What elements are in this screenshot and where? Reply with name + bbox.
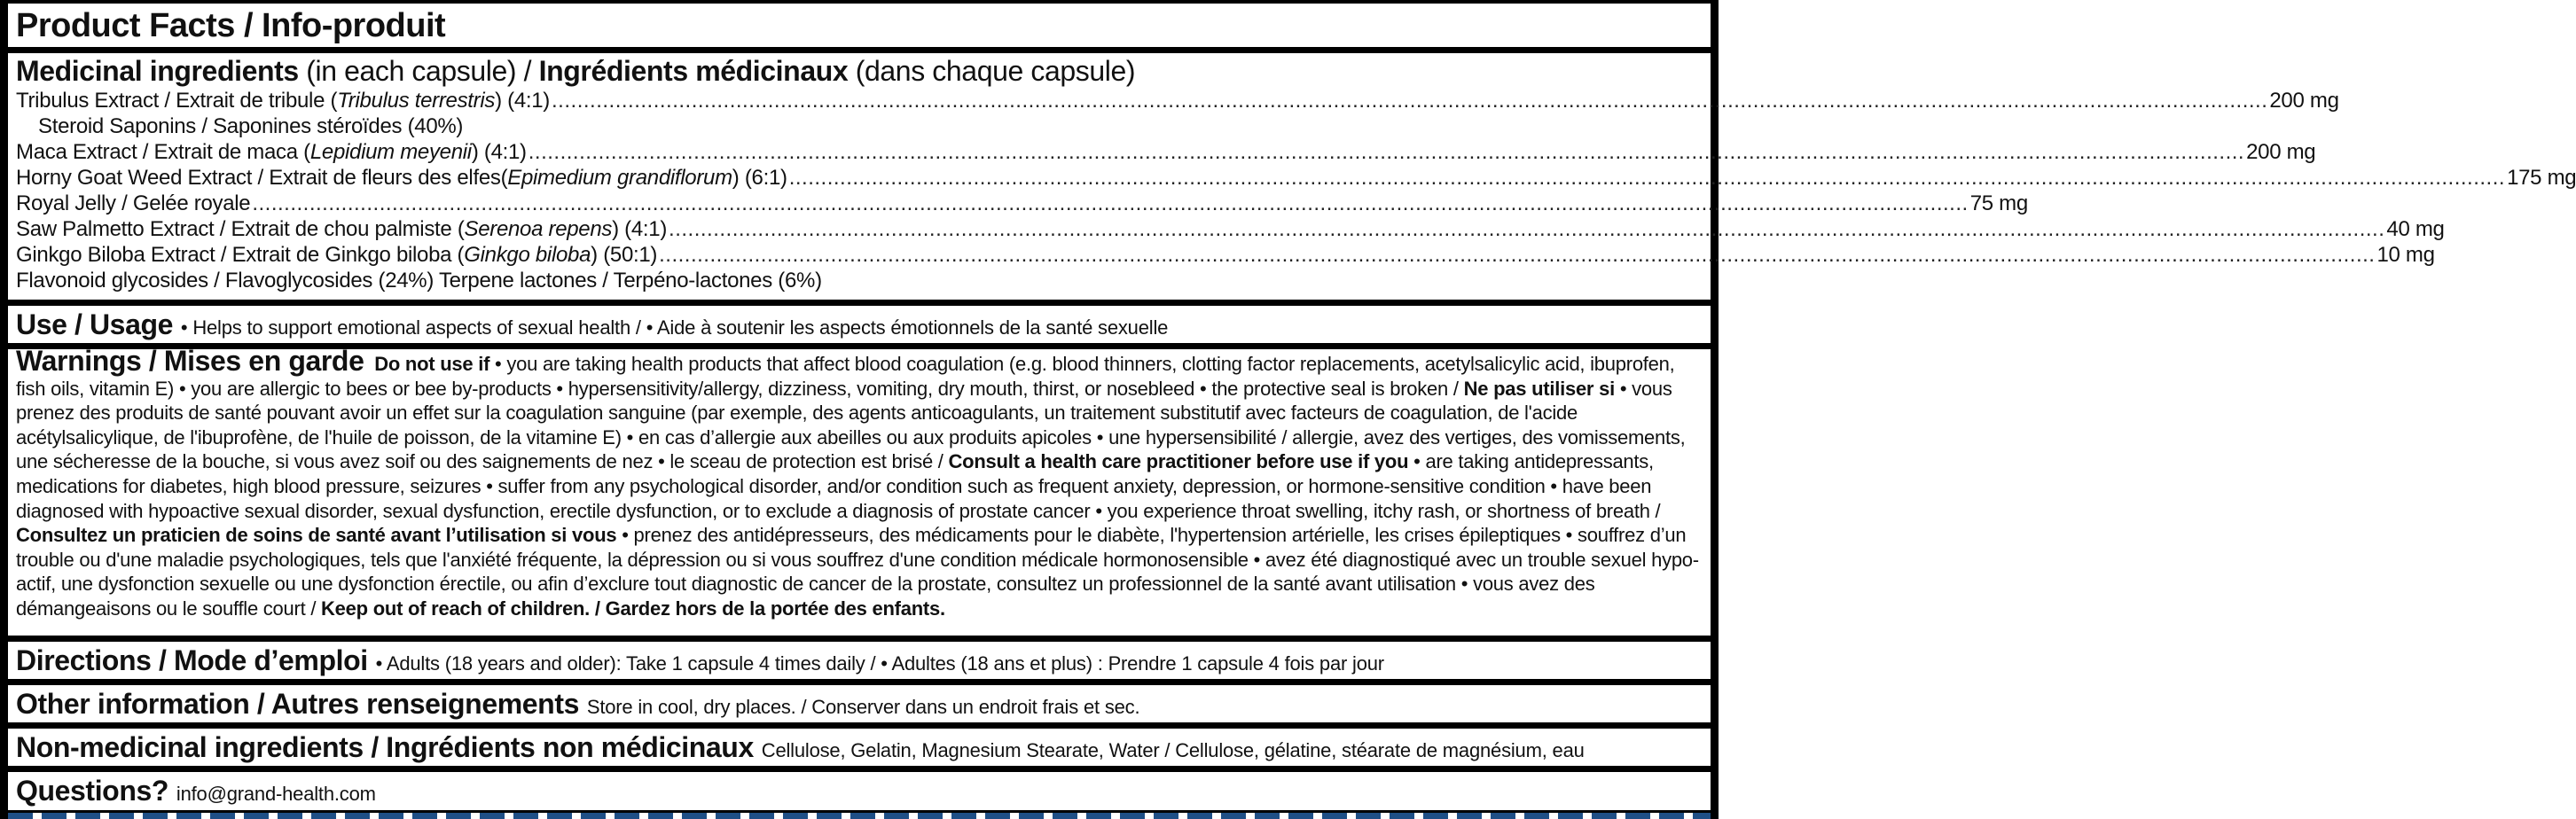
questions-line <box>16 775 376 807</box>
ingredient-name: Maca Extract / Extrait de maca (Lepidium meyenii) (4:1) <box>16 140 527 164</box>
use-text: • Helps to support emotional aspects of sexual health / • Aide à soutenir les aspects émotionnels de la santé sexuelle <box>180 316 1169 339</box>
leader-dots: .............................................................................................................................................................................................................................................................................. <box>252 191 1969 215</box>
ingredient-amount: 200 mg <box>2269 89 2339 113</box>
non-medicinal-text: Cellulose, Gelatin, Magnesium Stearate, Water / Cellulose, gélatine, stéarate de magnésium, eau <box>761 739 1585 761</box>
other-information-heading: Other information / Autres renseignements <box>16 688 579 720</box>
questions-panel <box>8 772 1711 810</box>
ingredient-sub-row: Flavonoid glycosides / Flavoglycosides (24%) Terpene lactones / Terpéno-lactones (6%) <box>16 269 822 292</box>
warning-do-not-use: Do not use if <box>374 353 490 375</box>
directions-text: • Adults (18 years and older): Take 1 capsule 4 times daily / • Adultes (18 ans et plus) : Prendre 1 capsule 4 fois par jour <box>375 652 1384 675</box>
title-panel <box>8 4 1711 47</box>
ingredient-amount: 200 mg <box>2246 140 2316 164</box>
medicinal-heading-fr: Ingrédients médicinaux <box>538 55 849 87</box>
directions-line <box>16 644 1384 677</box>
medicinal-heading <box>16 55 1135 88</box>
leader-dots: .............................................................................................................................................................................................................................................................................. <box>528 140 2245 164</box>
warnings-text <box>16 345 1705 621</box>
ingredient-name: Ginkgo Biloba Extract / Extrait de Ginkgo biloba (Ginkgo biloba) (50:1) <box>16 243 658 267</box>
leader-dots: .............................................................................................................................................................................................................................................................................. <box>659 243 2376 267</box>
medicinal-heading-en-note: (in each capsule) / <box>298 55 539 87</box>
use-line <box>16 308 1168 341</box>
ingredient-name: Horny Goat Weed Extract / Extrait de fleurs des elfes(Epimedium grandiflorum) (6:1) <box>16 166 787 190</box>
warning-text: • you are taking health products that affect blood coagulation (e.g. blood thinners, clotting factor replacements, acetylsalicylic acid, ibuprofen, fish oils, vitamin E) • you are allergic to bees or bee by-products • hypersensitivity/allergy, dizziness, vomiting, dry mouth, thirst, or nosebleed • the protective seal is broken / <box>16 353 1675 400</box>
ingredient-name: Tribulus Extract / Extrait de tribule (Tribulus terrestris) (4:1) <box>16 89 551 113</box>
warning-keep-out-of-reach: Keep out of reach of children. / Gardez hors de la portée des enfants. <box>321 597 945 620</box>
leader-dots: .............................................................................................................................................................................................................................................................................. <box>669 217 2385 241</box>
medicinal-ingredients-panel <box>8 53 2576 300</box>
warning-text: • vous prenez des produits de santé pouvant avoir un effet sur la coagulation sanguine (par exemple, des agents anticoagulants, un traitement substitutif avec facteurs de coagulation, de l'acide acétylsalicylique, de l'ibuprofène, de l'huile de poisson, de la vitamine E) • en cas d’allergie aux abeilles ou aux produits apicoles • une hypersensibilité / allergie, avez des vertiges, des vomissements, une sécheresse de la bouche, si vous avez soif ou des saignements de nez • le sceau de protection est brisé / <box>16 377 1686 473</box>
use-panel <box>8 306 1711 343</box>
ingredient-amount: 75 mg <box>1969 191 2028 215</box>
questions-email: info@grand-health.com <box>176 783 376 805</box>
leader-dots: .............................................................................................................................................................................................................................................................................. <box>788 166 2506 190</box>
ingredient-row <box>16 166 2576 191</box>
warning-consult: Consult a health care practitioner before use if you <box>948 450 1409 473</box>
medicinal-heading-fr-note: (dans chaque capsule) <box>848 55 1136 87</box>
other-information-text: Store in cool, dry places. / Conserver dans un endroit frais et sec. <box>586 696 1140 718</box>
warnings-heading: Warnings / Mises en garde <box>16 345 364 377</box>
directions-heading: Directions / Mode d’emploi <box>16 644 368 676</box>
non-medicinal-line <box>16 731 1585 764</box>
warnings-panel <box>8 345 1711 636</box>
use-heading: Use / Usage <box>16 308 174 340</box>
warning-ne-pas-utiliser: Ne pas utiliser si <box>1463 377 1615 400</box>
ingredient-name: Saw Palmetto Extract / Extrait de chou palmiste (Serenoa repens) (4:1) <box>16 217 668 241</box>
ingredient-row <box>16 243 2435 269</box>
ingredient-sub-row: Steroid Saponins / Saponines stéroïdes (40%) <box>38 114 464 138</box>
other-information-panel <box>8 685 1711 722</box>
questions-heading: Questions? <box>16 775 169 807</box>
ingredient-row <box>16 217 2445 243</box>
non-medicinal-panel <box>8 729 1711 766</box>
non-medicinal-heading: Non-medicinal ingredients / Ingrédients non médicinaux <box>16 731 754 763</box>
warning-text: • are taking antidepressants, medications for diabetes, high blood pressure, seizures • suffer from any psychological disorder, and/or condition such as frequent anxiety, depression, or hormone-sensitive condition • have been diagnosed with hypoactive sexual disorder, sexual dysfunction, erectile dysfunction, or to exclude a diagnosis of prostate cancer • you experience throat swelling, itchy rash, or shortness of breath / <box>16 450 1661 522</box>
ingredient-row <box>16 89 2339 114</box>
ingredient-amount: 10 mg <box>2376 243 2435 267</box>
ingredient-name: Royal Jelly / Gelée royale <box>16 191 251 215</box>
ingredient-amount: 175 mg <box>2507 166 2576 190</box>
ingredient-row <box>16 191 2028 217</box>
bottom-stripe-decoration <box>8 813 1711 819</box>
label-title: Product Facts / Info-produit <box>16 7 446 44</box>
warning-consultez: Consultez un praticien de soins de santé avant l’utilisation si vous <box>16 524 617 547</box>
ingredient-amount: 40 mg <box>2386 217 2445 241</box>
leader-dots: .............................................................................................................................................................................................................................................................................. <box>552 89 2268 113</box>
medicinal-heading-en: Medicinal ingredients <box>16 55 299 87</box>
other-information-line <box>16 688 1139 721</box>
warning-text: • prenez des antidépresseurs, des médicaments pour le diabète, l'hypertension artérielle, les crises épileptiques • souffrez d’un trouble ou d'une maladie psychologiques, tels que l'anxiété fréquente, la dépression ou si vous souffrez d'une condition médicale hormonosensible • avez été diagnostiqué avec un trouble sexuel hypo-actif, une dysfonction sexuelle ou une dysfonction érectile, ou afin d’exclure tout diagnostic de cancer de la prostate, consultez un professionnel de la santé avant utilisation • vous avez des démangeaisons ou le souffle court / <box>16 524 1699 620</box>
directions-panel <box>8 642 1711 679</box>
ingredient-row <box>16 140 2316 166</box>
